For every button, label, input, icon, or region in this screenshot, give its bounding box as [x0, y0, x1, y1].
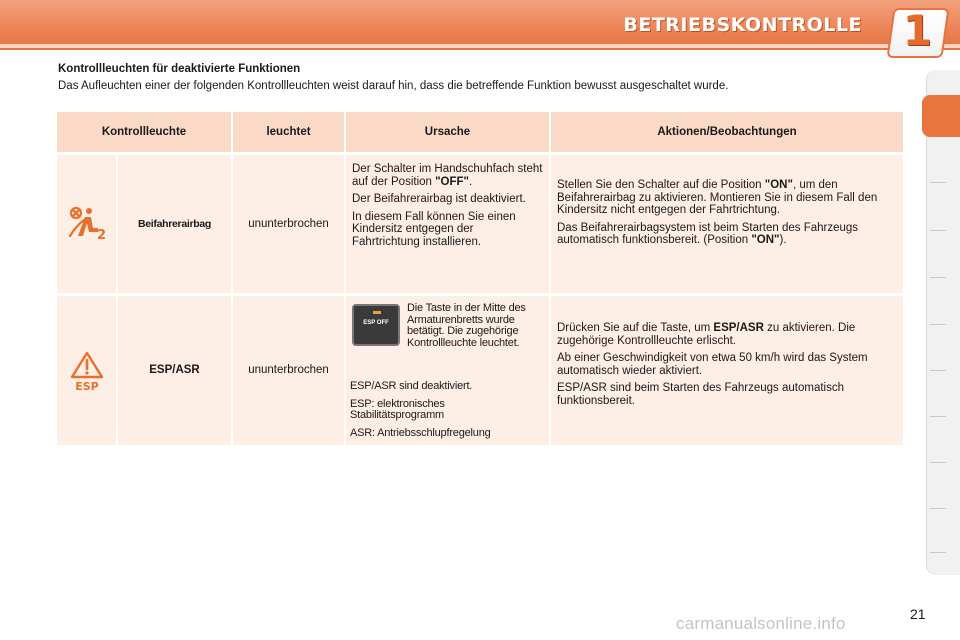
column-header-aktionen: Aktionen/Beobachtungen — [551, 112, 903, 152]
action-paragraph: Das Beifahrerairbagsystem ist beim Starten des Fahrzeugs automatisch funktionsbereit. (Position "ON"). — [557, 221, 859, 246]
tab-divider — [930, 324, 946, 325]
svg-text:2: 2 — [96, 228, 106, 242]
table-row-action — [551, 155, 903, 293]
chapter-tab-active[interactable] — [922, 95, 960, 137]
cause-paragraph: ASR: Antriebsschlupfregelung — [350, 426, 491, 439]
switch-label: ESP OFF — [363, 320, 389, 326]
action-paragraph: Stellen Sie den Schalter auf die Position "ON", um den Beifahrerairbag zu aktivieren. Montieren Sie in diesem Fall den Kindersitz nicht entgegen der Fahrtrichtung. — [557, 179, 878, 216]
column-header-kontrollleuchte: Kontrollleuchte — [57, 112, 231, 152]
tab-divider — [930, 230, 946, 231]
table-row-icon-cell — [57, 155, 116, 293]
table-row-action — [551, 296, 903, 445]
cause-button-text: Die Taste in der Mitte des Armaturenbretts wurde betätigt. Die zugehörige Kontrollleuchte leuchtet. — [407, 302, 526, 349]
cause-paragraph: Der Beifahrerairbag ist deaktiviert. — [352, 193, 526, 205]
tab-divider — [930, 277, 946, 278]
tab-divider — [930, 370, 946, 371]
esp-warning-icon — [70, 351, 104, 391]
action-paragraph: Ab einer Geschwindigkeit von etwa 50 km/h wird das System automatisch wieder aktiviert. — [557, 352, 868, 377]
action-paragraph: Drücken Sie auf die Taste, um ESP/ASR zu aktivieren. Die zugehörige Kontrollleuchte erlischt. — [557, 322, 856, 347]
table-row-cause — [346, 155, 549, 293]
page-header-title: BETRIEBSKONTROLLE — [623, 14, 862, 36]
table-row-duration: ununterbrochen — [233, 296, 344, 445]
tab-divider — [930, 508, 946, 509]
table-row-duration: ununterbrochen — [233, 155, 344, 293]
tab-divider — [930, 462, 946, 463]
column-header-leuchtet: leuchtet — [233, 112, 344, 152]
chapter-number: 1 — [902, 6, 932, 55]
action-paragraph: ESP/ASR sind beim Starten des Fahrzeugs automatisch funktionsbereit. — [557, 382, 845, 407]
section-title: Kontrollleuchten für deaktivierte Funktionen — [58, 63, 301, 75]
svg-text:ESP: ESP — [74, 379, 99, 391]
cause-paragraph: ESP: elektronisches Stabilitätsprogramm — [350, 397, 445, 421]
table-row-icon-cell — [57, 296, 116, 445]
watermark: carmanualsonline.info — [676, 614, 846, 633]
tab-divider — [930, 416, 946, 417]
airbag-off-icon — [67, 206, 107, 242]
tab-divider — [930, 182, 946, 183]
page-number: 21 — [910, 606, 926, 622]
section-intro: Das Aufleuchten einer der folgenden Kontrollleuchten weist darauf hin, dass die betreffende Funktion bewusst ausgeschaltet wurde. — [58, 80, 729, 92]
tab-divider — [930, 552, 946, 553]
chapter-tab-strip[interactable] — [926, 70, 960, 575]
header-stripe — [0, 44, 960, 48]
table-row-label: ESP/ASR — [118, 296, 231, 445]
switch-led — [373, 311, 381, 314]
cause-paragraph: ESP/ASR sind deaktiviert. — [350, 380, 473, 392]
cause-paragraph: In diesem Fall können Sie einen Kindersitz entgegen der Fahrtrichtung installieren. — [352, 210, 516, 248]
table-row-label: Beifahrerairbag — [118, 155, 231, 293]
cause-paragraphs — [350, 381, 548, 439]
cause-paragraph: Der Schalter im Handschuhfach steht auf der Position "OFF". — [352, 163, 543, 188]
column-header-ursache: Ursache — [346, 112, 549, 152]
esp-off-switch-icon — [352, 304, 400, 346]
